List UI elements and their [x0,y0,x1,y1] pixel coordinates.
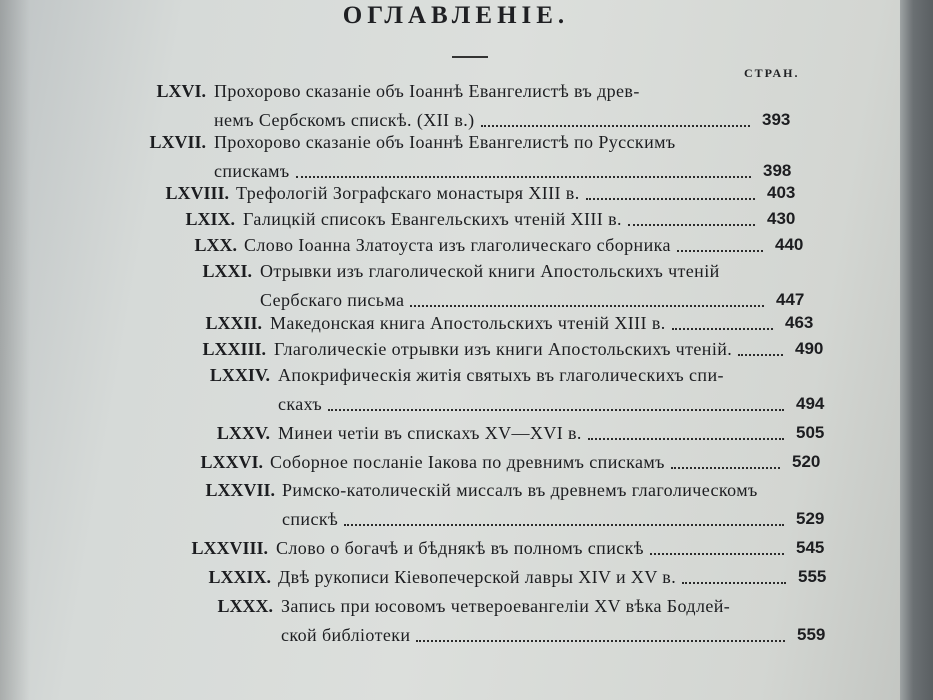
toc-page-number: 529 [796,509,825,528]
toc-entry-line [0,593,900,619]
toc-page-number: 505 [796,423,825,442]
toc-page-number: 403 [767,183,796,202]
toc-page-number: 393 [762,110,791,129]
toc-entry-number: LXXIII. [202,339,266,359]
toc-dot-leader [328,407,784,411]
toc-entry-title: Запись при юсовомъ четвероевангеліи XV вѣка Бодлей- [281,596,731,616]
toc-entry-title: Македонская книга Апостольскихъ чтеній XIII в. [270,313,666,333]
toc-entry-title: немъ Сербскомъ спискѣ. (XII в.) [214,110,475,130]
toc-entry-title: Прохорово сказаніе объ Іоаннѣ Евангелистѣ по Русскимъ [214,132,676,152]
toc-dot-leader [410,303,764,307]
toc-entry-number: LXXX. [217,596,273,616]
pages-column-label: СТРАН. [744,66,800,80]
toc-entry-title: Галицкій списокъ Евангельскихъ чтеній XIII в. [243,209,622,229]
toc-entry-line [0,232,900,258]
toc-dot-leader [628,222,755,226]
toc-entry-number: LXIX. [185,209,235,229]
toc-entry-line [0,362,900,388]
toc-page-number: 494 [796,394,825,413]
toc-page-number: 447 [776,290,805,309]
toc-page-number: 398 [763,161,792,180]
toc-page-number: 463 [785,313,814,332]
toc-entry-line [0,391,900,417]
toc-page-number: 520 [792,452,821,471]
toc-entry-title: Двѣ рукописи Кіевопечерской лавры XIV и XV в. [278,567,677,587]
toc-entry-title: Римско-католическій миссалъ въ древнемъ глаголическомъ [282,480,758,500]
toc-page-number: 490 [795,339,824,358]
toc-entry-line [0,336,900,362]
toc-dot-leader [416,638,785,642]
toc-dot-leader [738,352,783,356]
toc-entry-number: LXVI. [156,81,206,101]
toc-dot-leader [672,326,773,330]
book-edge [900,0,933,700]
toc-entry-number: LXXV. [216,423,270,443]
toc-entry-title: спискамъ [214,161,290,181]
toc-entry-line [0,206,900,232]
toc-entry-title: скахъ [278,394,323,414]
toc-page-number: 555 [798,567,827,586]
toc-entry-line [0,564,900,590]
toc-page-number: 440 [775,235,804,254]
toc-entry-line [0,180,900,206]
toc-entry-number: LXXIX. [208,567,271,587]
toc-entry-line [0,506,900,532]
toc-entry-number: LXXVII. [205,480,275,500]
toc-entry-number: LXXII. [205,313,262,333]
toc-dot-leader [586,196,755,200]
page-heading: ОГЛАВЛЕНІЕ. [342,2,570,29]
toc-entry-line [0,477,900,503]
toc-entry-title: Слово Іоанна Златоуста изъ глаголическаго сборника [244,235,671,255]
toc-entry-line [0,535,900,561]
toc-entry-number: LXXVI. [200,452,263,472]
toc-entry-title: спискѣ [282,509,339,529]
toc-entry-number: LXXIV. [209,365,270,385]
toc-entry-line [0,420,900,446]
toc-entry-number: LXVII. [149,132,206,152]
toc-entry-title: Апокрифическія житія святыхъ въ глаголическихъ спи- [278,365,724,385]
toc-dot-leader [588,436,784,440]
toc-entry-title: Сербскаго письма [260,290,405,310]
toc-entry-line [0,129,900,155]
toc-entry-line [0,78,900,104]
toc-entry-line [0,449,900,475]
toc-dot-leader [671,465,780,469]
toc-entry-line [0,622,900,648]
toc-entry-line [0,258,900,284]
toc-dot-leader [650,551,784,555]
toc-entry-title: Слово о богачѣ и бѣднякѣ въ полномъ спискѣ [276,538,644,558]
toc-page-number: 430 [767,209,796,228]
toc-entry-number: LXXI. [202,261,252,281]
toc-entry-number: LXXVIII. [191,538,268,558]
toc-entry-title: Глаголическіе отрывки изъ книги Апостольскихъ чтеній. [274,339,733,359]
toc-entry-title: Отрывки изъ глаголической книги Апостольскихъ чтеній [260,261,720,281]
toc-dot-leader [344,522,784,526]
toc-page-number: 559 [797,625,826,644]
toc-entry-line [0,310,900,336]
toc-entry-title: Прохорово сказаніе объ Іоаннѣ Евангелистѣ въ древ- [214,81,640,101]
toc-dot-leader [677,248,763,252]
toc-entry-number: LXX. [194,235,237,255]
toc-entry-title: Минеи четіи въ спискахъ XV—XVI в. [278,423,582,443]
toc-entry-title: ской библіотеки [281,625,411,645]
toc-entry-title: Соборное посланіе Іакова по древнимъ спискамъ [270,452,665,472]
toc-dot-leader [481,123,750,127]
toc-entry-title: Трефологій Зографскаго монастыря XIII в. [236,183,580,203]
toc-dot-leader [296,174,751,178]
toc-entry-number: LXVIII. [165,183,229,203]
toc-page-number: 545 [796,538,825,557]
toc-dot-leader [682,580,786,584]
heading-rule [452,56,488,58]
